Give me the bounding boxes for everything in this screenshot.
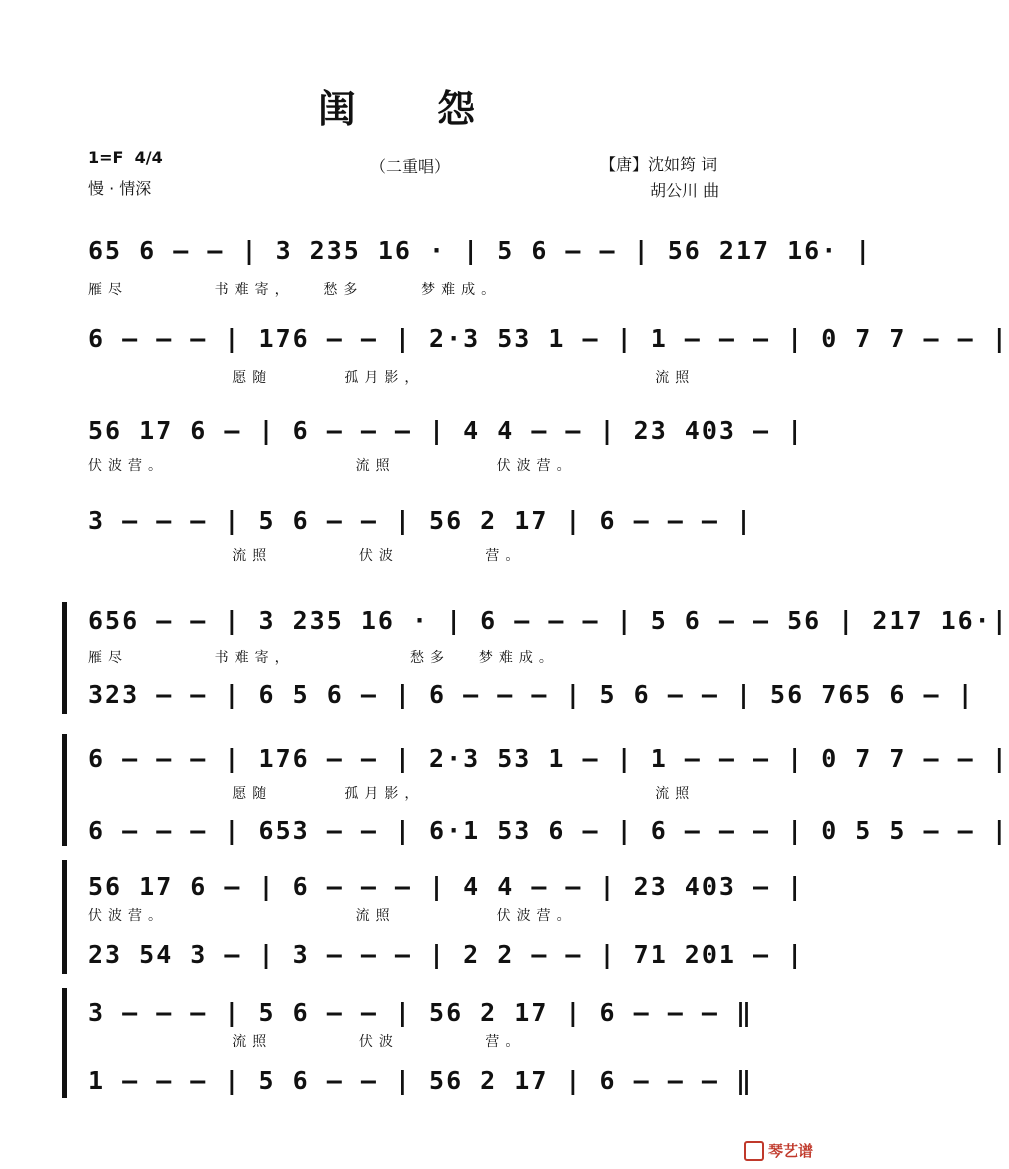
notation-line: 56 17 6 — | 6 — — — | 4 4 — — | 23 403 — | bbox=[88, 872, 805, 901]
tempo-marking: 慢 · 情深 bbox=[88, 179, 152, 198]
notation-line: 6 — — — | 176 — — | 2·3 53 1 — | 1 — — — | 0 7 7 — — | bbox=[88, 324, 1009, 353]
notation-line: 23 54 3 — | 3 — — — | 2 2 — — | 71 201 — | bbox=[88, 940, 805, 969]
duet-system-2-lower bbox=[0, 816, 1009, 876]
lyrics-line: 伏波营。 流照 伏波营。 bbox=[88, 458, 577, 474]
notation-line: 3 — — — | 5 6 — — | 56 2 17 | 6 — — — ‖ bbox=[88, 998, 753, 1027]
notation-line: 6 — — — | 176 — — | 2·3 53 1 — | 1 — — — | 0 7 7 — — | bbox=[88, 744, 1009, 773]
solo-line-2 bbox=[0, 324, 1009, 386]
watermark-text: 琴艺谱 bbox=[767, 1141, 813, 1160]
notation-line: 3 — — — | 5 6 — — | 56 2 17 | 6 — — — | bbox=[88, 506, 753, 535]
notation-line: 65 6 — — | 3 235 16 · | 5 6 — — | 56 217 16· | bbox=[88, 236, 873, 265]
page-title: 闺 怨 bbox=[317, 86, 510, 131]
logo-icon bbox=[744, 1141, 764, 1161]
subtitle: （二重唱） bbox=[370, 157, 451, 176]
lyrics-line: 流照 伏波 营。 bbox=[88, 1034, 526, 1050]
lyrics-line: 雁尽 书难寄， 愁多 梦难成。 bbox=[88, 282, 502, 298]
lyricist-credit: 【唐】沈如筠 词 bbox=[600, 155, 718, 174]
meter-label: 4/4 bbox=[134, 148, 163, 167]
lyrics-line: 雁尽 书难寄， 愁多 梦难成。 bbox=[88, 650, 559, 666]
notation-line: 56 17 6 — | 6 — — — | 4 4 — — | 23 403 — | bbox=[88, 416, 805, 445]
duet-system-3-upper bbox=[0, 872, 827, 932]
watermark-logo bbox=[744, 1140, 813, 1162]
duet-system-1-upper bbox=[0, 606, 1009, 666]
notation-line: 6 — — — | 653 — — | 6·1 53 6 — | 6 — — — | 0 5 5 — — | bbox=[88, 816, 1009, 845]
duet-system-4-lower bbox=[0, 1066, 827, 1126]
solo-line-1 bbox=[0, 236, 873, 298]
key-label: 1=F bbox=[88, 148, 124, 167]
solo-line-3 bbox=[0, 416, 827, 476]
notation-line: 1 — — — | 5 6 — — | 56 2 17 | 6 — — — ‖ bbox=[88, 1066, 753, 1095]
lyrics-line: 伏波营。 流照 伏波营。 bbox=[88, 908, 577, 924]
key-signature bbox=[88, 148, 163, 167]
composer-credit: 胡公川 曲 bbox=[650, 181, 720, 200]
notation-line: 323 — — | 6 5 6 — | 6 — — — | 5 6 — — | 56 765 6 — | bbox=[88, 680, 975, 709]
solo-line-4 bbox=[0, 506, 827, 566]
duet-system-4-upper bbox=[0, 998, 827, 1058]
duet-system-2-upper bbox=[0, 744, 1009, 804]
duet-system-1-lower bbox=[0, 680, 975, 740]
notation-line: 656 — — | 3 235 16 · | 6 — — — | 5 6 — — 56 | 217 16·| bbox=[88, 606, 1009, 635]
lyrics-line: 愿随 孤月影， 流照 bbox=[88, 370, 696, 386]
lyrics-line: 愿随 孤月影， 流照 bbox=[88, 786, 696, 802]
lyrics-line: 流照 伏波 营。 bbox=[88, 548, 526, 564]
duet-system-3-lower bbox=[0, 940, 827, 1000]
